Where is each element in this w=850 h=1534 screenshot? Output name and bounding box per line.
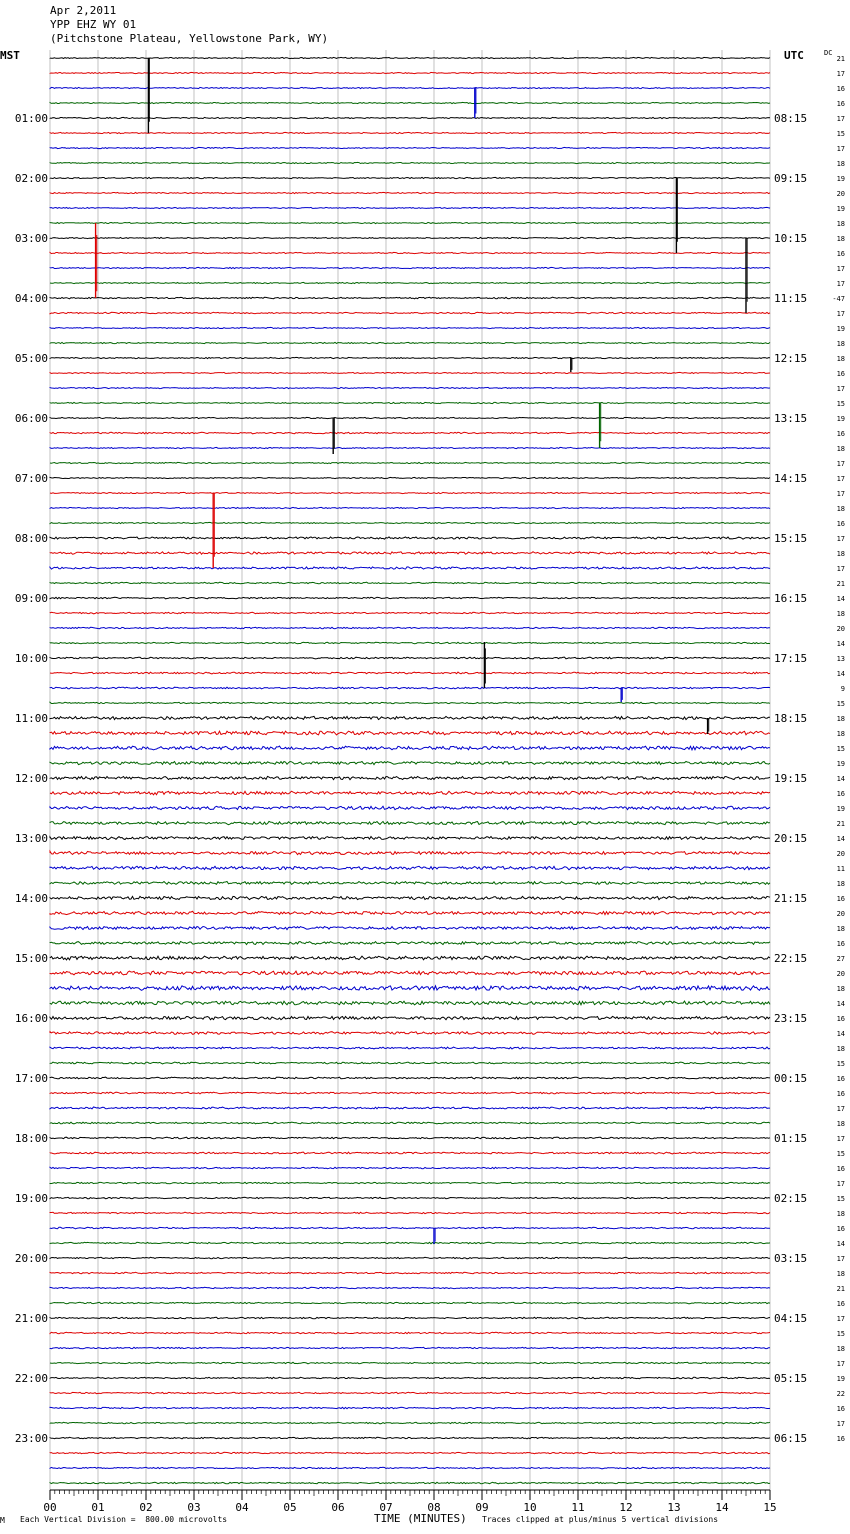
dc-value: 14 — [836, 1240, 845, 1248]
station-code: YPP EHZ WY 01 — [50, 18, 137, 31]
trace-row-13 — [50, 252, 770, 253]
dc-value: 13 — [836, 655, 845, 663]
trace-row-30 — [50, 507, 770, 508]
trace-row-60 — [50, 956, 770, 960]
trace-row-51 — [50, 821, 770, 824]
mst-hour-label: 06:00 — [14, 412, 48, 425]
utc-hour-label: 00:15 — [774, 1072, 808, 1085]
dc-value: 9 — [840, 685, 845, 693]
trace-row-37 — [50, 612, 770, 614]
trace-row-95 — [50, 1482, 770, 1484]
mst-hour-label: 09:00 — [14, 592, 48, 605]
mst-hour-label: 19:00 — [14, 1192, 48, 1205]
dc-value: 17 — [836, 280, 845, 288]
dc-value: 22 — [836, 1390, 845, 1398]
x-tick-label: 09 — [475, 1501, 489, 1514]
trace-row-85 — [50, 1332, 770, 1334]
dc-value: 16 — [836, 1075, 845, 1083]
dc-value: 16 — [836, 790, 845, 798]
dc-value: 20 — [836, 910, 845, 918]
trace-row-17 — [50, 312, 770, 313]
trace-row-48 — [50, 776, 770, 779]
trace-row-12 — [50, 237, 770, 238]
mst-hour-label: 13:00 — [14, 832, 48, 845]
trace-row-38 — [50, 627, 770, 629]
dc-value: 19 — [836, 325, 845, 333]
mst-hour-label: 17:00 — [14, 1072, 48, 1085]
x-tick-label: 00 — [43, 1501, 57, 1514]
trace-row-9 — [50, 192, 770, 193]
dc-value: 11 — [836, 865, 845, 873]
mst-hour-label: 20:00 — [14, 1252, 48, 1265]
dc-value: 19 — [836, 415, 845, 423]
dc-value: 18 — [836, 1120, 845, 1128]
trace-row-5 — [50, 132, 770, 133]
dc-value: 21 — [836, 820, 845, 828]
dc-value: -47 — [832, 295, 845, 303]
dc-value: 14 — [836, 1030, 845, 1038]
trace-row-54 — [50, 866, 770, 870]
dc-value: 16 — [836, 250, 845, 258]
utc-hour-label: 01:15 — [774, 1132, 808, 1145]
dc-value: 14 — [836, 640, 845, 648]
seismic-traces — [50, 57, 770, 1483]
dc-value: 18 — [836, 505, 845, 513]
trace-row-32 — [50, 537, 770, 539]
trace-row-73 — [50, 1152, 770, 1154]
dc-value: 20 — [836, 625, 845, 633]
trace-row-64 — [50, 1016, 770, 1019]
x-tick-label: 13 — [667, 1501, 681, 1514]
dc-value: 18 — [836, 235, 845, 243]
dc-value: 21 — [836, 580, 845, 588]
utc-hour-label: 08:15 — [774, 112, 808, 125]
dc-value: 17 — [836, 1255, 845, 1263]
utc-hour-label: 17:15 — [774, 652, 808, 665]
trace-row-87 — [50, 1362, 770, 1364]
utc-hour-label: 03:15 — [774, 1252, 808, 1265]
x-tick-label: 07 — [379, 1501, 393, 1514]
trace-row-43 — [50, 702, 770, 704]
clip-note: Traces clipped at plus/minus 5 vertical divisions — [482, 1515, 719, 1524]
mst-zone-label: MST — [0, 49, 20, 62]
x-tick-label: 10 — [523, 1501, 537, 1514]
utc-zone-label: UTC — [784, 49, 804, 62]
dc-value: 18 — [836, 160, 845, 168]
mst-hour-label: 07:00 — [14, 472, 48, 485]
trace-row-78 — [50, 1227, 770, 1229]
trace-row-36 — [50, 597, 770, 599]
trace-row-21 — [50, 372, 770, 373]
trace-row-58 — [50, 927, 770, 930]
dc-value: 20 — [836, 850, 845, 858]
trace-row-88 — [50, 1377, 770, 1379]
dc-value: 14 — [836, 670, 845, 678]
dc-value: 17 — [836, 535, 845, 543]
dc-value: 18 — [836, 880, 845, 888]
trace-row-1 — [50, 72, 770, 73]
trace-row-11 — [50, 222, 770, 223]
utc-hour-label: 23:15 — [774, 1012, 808, 1025]
utc-hour-label: 04:15 — [774, 1312, 808, 1325]
x-tick-label: 03 — [187, 1501, 201, 1514]
utc-hour-label: 20:15 — [774, 832, 808, 845]
trace-row-7 — [50, 162, 770, 163]
dc-value: 15 — [836, 700, 845, 708]
mst-hour-label: 18:00 — [14, 1132, 48, 1145]
trace-row-86 — [50, 1347, 770, 1348]
trace-row-83 — [50, 1302, 770, 1304]
dc-value: 14 — [836, 1000, 845, 1008]
dc-value: 16 — [836, 895, 845, 903]
dc-value: 15 — [836, 1060, 845, 1068]
dc-value: 17 — [836, 1420, 845, 1428]
dc-value: 21 — [836, 55, 845, 63]
utc-hour-label: 21:15 — [774, 892, 808, 905]
dc-value: 17 — [836, 565, 845, 573]
dc-value: 16 — [836, 430, 845, 438]
mst-hour-label: 04:00 — [14, 292, 48, 305]
trace-row-50 — [50, 806, 770, 810]
mst-hour-label: 15:00 — [14, 952, 48, 965]
trace-row-46 — [50, 746, 770, 750]
trace-row-31 — [50, 522, 770, 523]
trace-row-4 — [50, 117, 770, 118]
trace-row-44 — [50, 716, 770, 719]
dc-value: 15 — [836, 130, 845, 138]
x-tick-label: 06 — [331, 1501, 345, 1514]
trace-row-76 — [50, 1197, 770, 1199]
trace-row-89 — [50, 1392, 770, 1394]
trace-row-84 — [50, 1317, 770, 1319]
dc-value: 27 — [836, 955, 845, 963]
trace-row-66 — [50, 1047, 770, 1049]
trace-row-67 — [50, 1062, 770, 1064]
dc-value: 14 — [836, 775, 845, 783]
trace-row-57 — [50, 911, 770, 914]
mst-hour-label: 23:00 — [14, 1432, 48, 1445]
x-axis-title: TIME (MINUTES) — [374, 1512, 467, 1525]
trace-row-15 — [50, 282, 770, 283]
trace-row-92 — [50, 1437, 770, 1439]
x-tick-label: 14 — [715, 1501, 729, 1514]
dc-value: 17 — [836, 115, 845, 123]
time-labels — [15, 55, 845, 1445]
trace-row-20 — [50, 357, 770, 358]
dc-value: 18 — [836, 355, 845, 363]
utc-hour-label: 02:15 — [774, 1192, 808, 1205]
time-axis — [43, 1490, 776, 1514]
minute-grid — [50, 50, 770, 1490]
trace-row-63 — [50, 1001, 770, 1005]
dc-value: 16 — [836, 520, 845, 528]
dc-value: 17 — [836, 385, 845, 393]
dc-value: 17 — [836, 310, 845, 318]
mst-hour-label: 01:00 — [14, 112, 48, 125]
trace-row-65 — [50, 1032, 770, 1035]
dc-value: 18 — [836, 1045, 845, 1053]
trace-row-41 — [50, 672, 770, 674]
dc-value: 15 — [836, 1330, 845, 1338]
mst-hour-label: 10:00 — [14, 652, 48, 665]
dc-value: 16 — [836, 1225, 845, 1233]
dc-value: 18 — [836, 1345, 845, 1353]
dc-value: 18 — [836, 610, 845, 618]
trace-row-8 — [50, 177, 770, 178]
mst-hour-label: 03:00 — [14, 232, 48, 245]
trace-row-90 — [50, 1407, 770, 1409]
trace-row-80 — [50, 1257, 770, 1259]
dc-value: 16 — [836, 1405, 845, 1413]
trace-row-3 — [50, 102, 770, 103]
dc-value: 15 — [836, 1195, 845, 1203]
trace-row-34 — [50, 567, 770, 569]
mst-hour-label: 02:00 — [14, 172, 48, 185]
trace-row-49 — [50, 791, 770, 795]
utc-hour-label: 10:15 — [774, 232, 808, 245]
dc-value: 18 — [836, 715, 845, 723]
trace-row-61 — [50, 971, 770, 975]
x-tick-label: 11 — [571, 1501, 585, 1514]
dc-value: 21 — [836, 1285, 845, 1293]
utc-hour-label: 18:15 — [774, 712, 808, 725]
trace-row-40 — [50, 657, 770, 659]
trace-row-28 — [50, 477, 770, 478]
dc-value: 17 — [836, 1180, 845, 1188]
trace-row-79 — [50, 1242, 770, 1244]
mst-hour-label: 11:00 — [14, 712, 48, 725]
dc-value: 15 — [836, 745, 845, 753]
utc-hour-label: 13:15 — [774, 412, 808, 425]
trace-row-25 — [50, 432, 770, 434]
dc-value: 17 — [836, 1360, 845, 1368]
corner-mark: M — [0, 1516, 5, 1525]
dc-value: 17 — [836, 460, 845, 468]
trace-row-16 — [50, 297, 770, 299]
mst-hour-label: 05:00 — [14, 352, 48, 365]
dc-value: 16 — [836, 1090, 845, 1098]
dc-value: 18 — [836, 985, 845, 993]
event-spikes — [96, 58, 748, 1244]
dc-value: 19 — [836, 805, 845, 813]
trace-row-47 — [50, 762, 770, 765]
utc-hour-label: 19:15 — [774, 772, 808, 785]
dc-header-label: DC — [824, 49, 833, 57]
trace-row-81 — [50, 1272, 770, 1274]
mst-hour-label: 21:00 — [14, 1312, 48, 1325]
dc-value: 17 — [836, 490, 845, 498]
trace-row-69 — [50, 1092, 770, 1094]
dc-value: 18 — [836, 925, 845, 933]
trace-row-14 — [50, 267, 770, 268]
utc-hour-label: 05:15 — [774, 1372, 808, 1385]
utc-hour-label: 12:15 — [774, 352, 808, 365]
trace-row-45 — [50, 731, 770, 735]
trace-row-75 — [50, 1182, 770, 1183]
dc-value: 17 — [836, 265, 845, 273]
dc-value: 15 — [836, 1150, 845, 1158]
plot-date: Apr 2,2011 — [50, 4, 117, 17]
dc-value: 19 — [836, 760, 845, 768]
dc-value: 16 — [836, 1435, 845, 1443]
trace-row-56 — [50, 896, 770, 899]
utc-hour-label: 16:15 — [774, 592, 808, 605]
dc-value: 16 — [836, 1165, 845, 1173]
scale-note: Each Vertical Division = 800.00 microvolts — [20, 1515, 228, 1524]
trace-row-77 — [50, 1212, 770, 1214]
dc-value: 20 — [836, 190, 845, 198]
trace-row-62 — [50, 986, 770, 991]
dc-value: 18 — [836, 1210, 845, 1218]
trace-row-52 — [50, 837, 770, 840]
utc-hour-label: 11:15 — [774, 292, 808, 305]
dc-value: 16 — [836, 85, 845, 93]
dc-value: 15 — [836, 400, 845, 408]
dc-value: 17 — [836, 145, 845, 153]
trace-row-93 — [50, 1452, 770, 1453]
trace-row-39 — [50, 642, 770, 643]
dc-value: 16 — [836, 370, 845, 378]
mst-hour-label: 22:00 — [14, 1372, 48, 1385]
dc-value: 17 — [836, 1135, 845, 1143]
trace-row-6 — [50, 147, 770, 148]
trace-row-0 — [50, 57, 770, 58]
dc-value: 16 — [836, 100, 845, 108]
trace-row-33 — [50, 552, 770, 555]
trace-row-35 — [50, 582, 770, 584]
mst-hour-label: 14:00 — [14, 892, 48, 905]
trace-row-27 — [50, 462, 770, 463]
dc-value: 14 — [836, 835, 845, 843]
trace-row-94 — [50, 1467, 770, 1469]
dc-value: 17 — [836, 1315, 845, 1323]
trace-row-19 — [50, 342, 770, 343]
trace-row-29 — [50, 492, 770, 493]
trace-row-18 — [50, 327, 770, 328]
trace-row-72 — [50, 1137, 770, 1139]
dc-value: 19 — [836, 175, 845, 183]
dc-value: 20 — [836, 970, 845, 978]
dc-value: 16 — [836, 1015, 845, 1023]
utc-hour-label: 15:15 — [774, 532, 808, 545]
dc-value: 14 — [836, 595, 845, 603]
trace-row-42 — [50, 687, 770, 689]
trace-row-10 — [50, 207, 770, 208]
trace-row-74 — [50, 1167, 770, 1169]
x-tick-label: 15 — [763, 1501, 777, 1514]
trace-row-55 — [50, 882, 770, 885]
trace-row-53 — [50, 851, 770, 854]
trace-row-23 — [50, 402, 770, 403]
x-tick-label: 05 — [283, 1501, 297, 1514]
trace-row-70 — [50, 1107, 770, 1109]
dc-value: 19 — [836, 1375, 845, 1383]
x-tick-label: 08 — [427, 1501, 441, 1514]
x-tick-label: 02 — [139, 1501, 153, 1514]
dc-value: 18 — [836, 340, 845, 348]
trace-row-82 — [50, 1287, 770, 1288]
trace-row-71 — [50, 1122, 770, 1124]
x-tick-label: 12 — [619, 1501, 633, 1514]
dc-value: 18 — [836, 220, 845, 228]
trace-row-24 — [50, 417, 770, 418]
mst-hour-label: 08:00 — [14, 532, 48, 545]
mst-hour-label: 12:00 — [14, 772, 48, 785]
trace-row-26 — [50, 447, 770, 448]
dc-value: 17 — [836, 1105, 845, 1113]
x-tick-label: 01 — [91, 1501, 105, 1514]
trace-row-91 — [50, 1422, 770, 1424]
utc-hour-label: 14:15 — [774, 472, 808, 485]
x-tick-label: 04 — [235, 1501, 249, 1514]
utc-hour-label: 22:15 — [774, 952, 808, 965]
trace-row-59 — [50, 942, 770, 945]
station-location: (Pitchstone Plateau, Yellowstone Park, WY) — [50, 32, 329, 45]
dc-value: 17 — [836, 70, 845, 78]
dc-value: 18 — [836, 445, 845, 453]
utc-hour-label: 06:15 — [774, 1432, 808, 1445]
mst-hour-label: 16:00 — [14, 1012, 48, 1025]
utc-hour-label: 09:15 — [774, 172, 808, 185]
dc-value: 18 — [836, 1270, 845, 1278]
dc-value: 18 — [836, 550, 845, 558]
dc-value: 16 — [836, 1300, 845, 1308]
dc-value: 19 — [836, 205, 845, 213]
trace-row-22 — [50, 387, 770, 388]
trace-row-68 — [50, 1077, 770, 1079]
trace-row-2 — [50, 87, 770, 88]
dc-value: 17 — [836, 475, 845, 483]
dc-value: 18 — [836, 730, 845, 738]
dc-value: 16 — [836, 940, 845, 948]
